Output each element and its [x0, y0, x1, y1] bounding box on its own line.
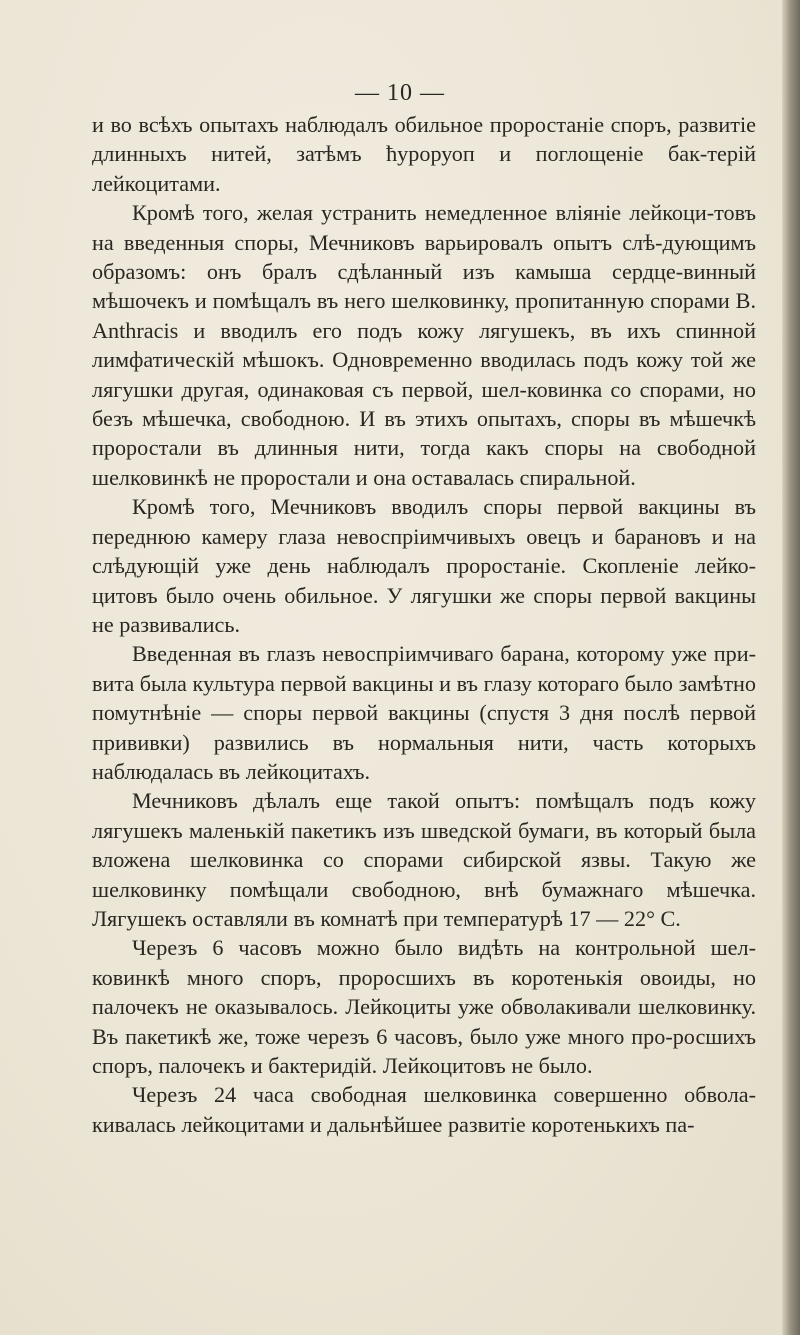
- paragraph-5: Мечниковъ дѣлалъ еще такой опытъ: помѣщалъ подъ кожу лягушекъ маленькій пакетикъ изъ шведской бумаги, въ который была вложена шелковинка со спорами сибирской язвы. Такую же шелковинку помѣщали свободною, внѣ бумажнаго мѣшечка. Лягушекъ оставляли въ комнатѣ при температурѣ 17 — 22° С.: [92, 788, 756, 931]
- paragraph-7: Черезъ 24 часа свободная шелковинка совершенно обвола-кивалась лейкоцитами и дальнѣйшее развитіе коротенькихъ па-: [92, 1082, 756, 1137]
- paragraph-1: и во всѣхъ опытахъ наблюдалъ обильное проростаніе споръ, развитіе длинныхъ нитей, затѣмъ ħуроруоп и поглощеніе бак-терій лейкоцитами.: [92, 112, 756, 196]
- page-edge-shadow: [782, 0, 800, 1335]
- paragraph-2: Кромѣ того, желая устранить немедленное вліяніе лейкоци-товъ на введенныя споры, Мечниковъ варьировалъ опытъ слѣ-дующимъ образомъ: онъ бралъ сдѣланный изъ камыша сердце-винный мѣшочекъ и помѣщалъ въ него шелковинку, пропитанную спорами В. Anthracis и вводилъ его подъ кожу лягушекъ, въ ихъ спинной лимфатическій мѣшокъ. Одновременно вводилась подъ кожу той же лягушки другая, одинаковая съ первой, шел-ковинка со спорами, но безъ мѣшечка, свободною. И въ этихъ опытахъ, споры въ мѣшечкѣ проростали въ длинныя нити, тогда какъ споры на свободной шелковинкѣ не проростали и она оставалась спиральной.: [92, 200, 756, 490]
- paragraph-3: Кромѣ того, Мечниковъ вводилъ споры первой вакцины въ переднюю камеру глаза невоспріимчивыхъ овецъ и барановъ и на слѣдующій уже день наблюдалъ проростаніе. Скопленіе лейко-цитовъ было очень обильное. У лягушки же споры первой вакцины не развивались.: [92, 494, 756, 637]
- page-text: [92, 110, 756, 1139]
- paragraph-6: Черезъ 6 часовъ можно было видѣть на контрольной шел-ковинкѣ много споръ, проросшихъ въ коротенькія овоиды, но палочекъ не оказывалось. Лейкоциты уже обволакивали шелковинку. Въ пакетикѣ же, тоже черезъ 6 часовъ, было уже много про-росшихъ споръ, палочекъ и бактеридій. Лейкоцитовъ не было.: [92, 935, 756, 1078]
- page-number: — 10 —: [355, 80, 445, 106]
- paragraph-4: Введенная въ глазъ невоспріимчиваго барана, которому уже при-вита была культура первой вакцины и въ глазу котораго было замѣтно помутнѣніе — споры первой вакцины (спустя 3 дня послѣ первой прививки) развились въ нормальныя нити, часть которыхъ наблюдалась въ лейкоцитахъ.: [92, 641, 756, 784]
